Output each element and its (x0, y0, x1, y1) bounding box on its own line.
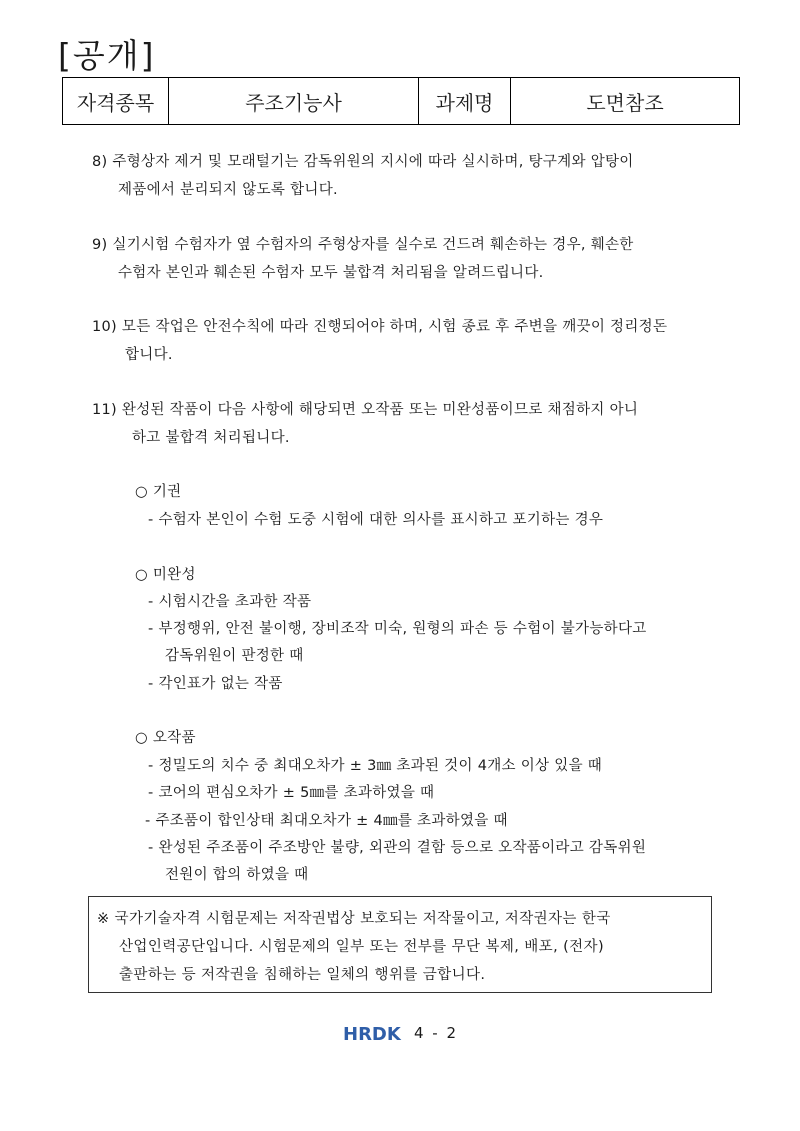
task-value: 도면참조 (586, 90, 664, 115)
item-9-line-1: 9) 실기시험 수험자가 옆 수험자의 주형상자를 실수로 건드려 훼손하는 경우, 훼손한 (92, 237, 634, 253)
section-defective: ○ 오작품 (135, 730, 196, 746)
item-9-line-2: 수험자 본인과 훼손된 수험자 모두 불합격 처리됨을 알려드립니다. (118, 265, 544, 281)
item-10-line-1: 10) 모든 작업은 안전수칙에 따라 진행되어야 하며, 시험 종료 후 주변을 깨끗이 정리정돈 (92, 319, 668, 335)
header-table (62, 77, 740, 125)
item-11-line-1: 11) 완성된 작품이 다음 사항에 해당되면 오작품 또는 미완성품이므로 채점하지 아니 (92, 402, 639, 418)
list-item-continued: 전원이 합의 하였을 때 (165, 867, 309, 883)
list-item: - 수험자 본인이 수험 도중 시험에 대한 의사를 표시하고 포기하는 경우 (148, 512, 604, 528)
notice-line-1: ※ 국가기술자격 시험문제는 저작권법상 보호되는 저작물이고, 저작권자는 한국 (97, 911, 611, 927)
item-8-line-2: 제품에서 분리되지 않도록 합니다. (118, 182, 338, 198)
item-11-line-2: 하고 불합격 처리됩니다. (132, 430, 290, 446)
hrdk-logo (343, 1023, 407, 1043)
item-8-line-1: 8) 주형상자 제거 및 모래털기는 감독위원의 지시에 따라 실시하며, 탕구계와 압탕이 (92, 154, 634, 170)
list-item-continued: 감독위원이 판정한 때 (165, 648, 304, 664)
list-item: - 부정행위, 안전 불이행, 장비조작 미숙, 원형의 파손 등 수험이 불가능하다고 (148, 621, 647, 637)
copyright-notice-box (88, 896, 712, 993)
notice-line-3: 출판하는 등 저작권을 침해하는 일체의 행위를 금합니다. (119, 967, 486, 983)
section-forfeit: ○ 기권 (135, 484, 182, 500)
task-label: 과제명 (419, 78, 511, 124)
notice-line-2: 산업인력공단입니다. 시험문제의 일부 또는 전부를 무단 복제, 배포, (전자) (119, 939, 605, 955)
item-10-line-2: 합니다. (125, 347, 173, 363)
qualification-label: 자격종목 (63, 78, 169, 124)
list-item: - 완성된 주조품이 주조방안 불량, 외관의 결함 등으로 오작품이라고 감독위원 (148, 840, 647, 856)
page-number: 4 - 2 (414, 1024, 459, 1042)
hrdk-logo-text: HRDK (343, 1024, 401, 1043)
list-item: - 각인표가 없는 작품 (148, 676, 283, 692)
list-item: - 시험시간을 초과한 작품 (148, 594, 312, 610)
qualification-value: 주조기능사 (169, 78, 419, 124)
list-item: - 정밀도의 치수 중 최대오차가 ± 3㎜ 초과된 것이 4개소 이상 있을 때 (148, 758, 603, 774)
list-item: - 코어의 편심오차가 ± 5㎜를 초과하였을 때 (148, 785, 435, 801)
section-incomplete: ○ 미완성 (135, 567, 196, 583)
public-tag: [공개] (58, 36, 156, 75)
list-item: - 주조품이 합인상태 최대오차가 ± 4㎜를 초과하였을 때 (145, 813, 508, 829)
